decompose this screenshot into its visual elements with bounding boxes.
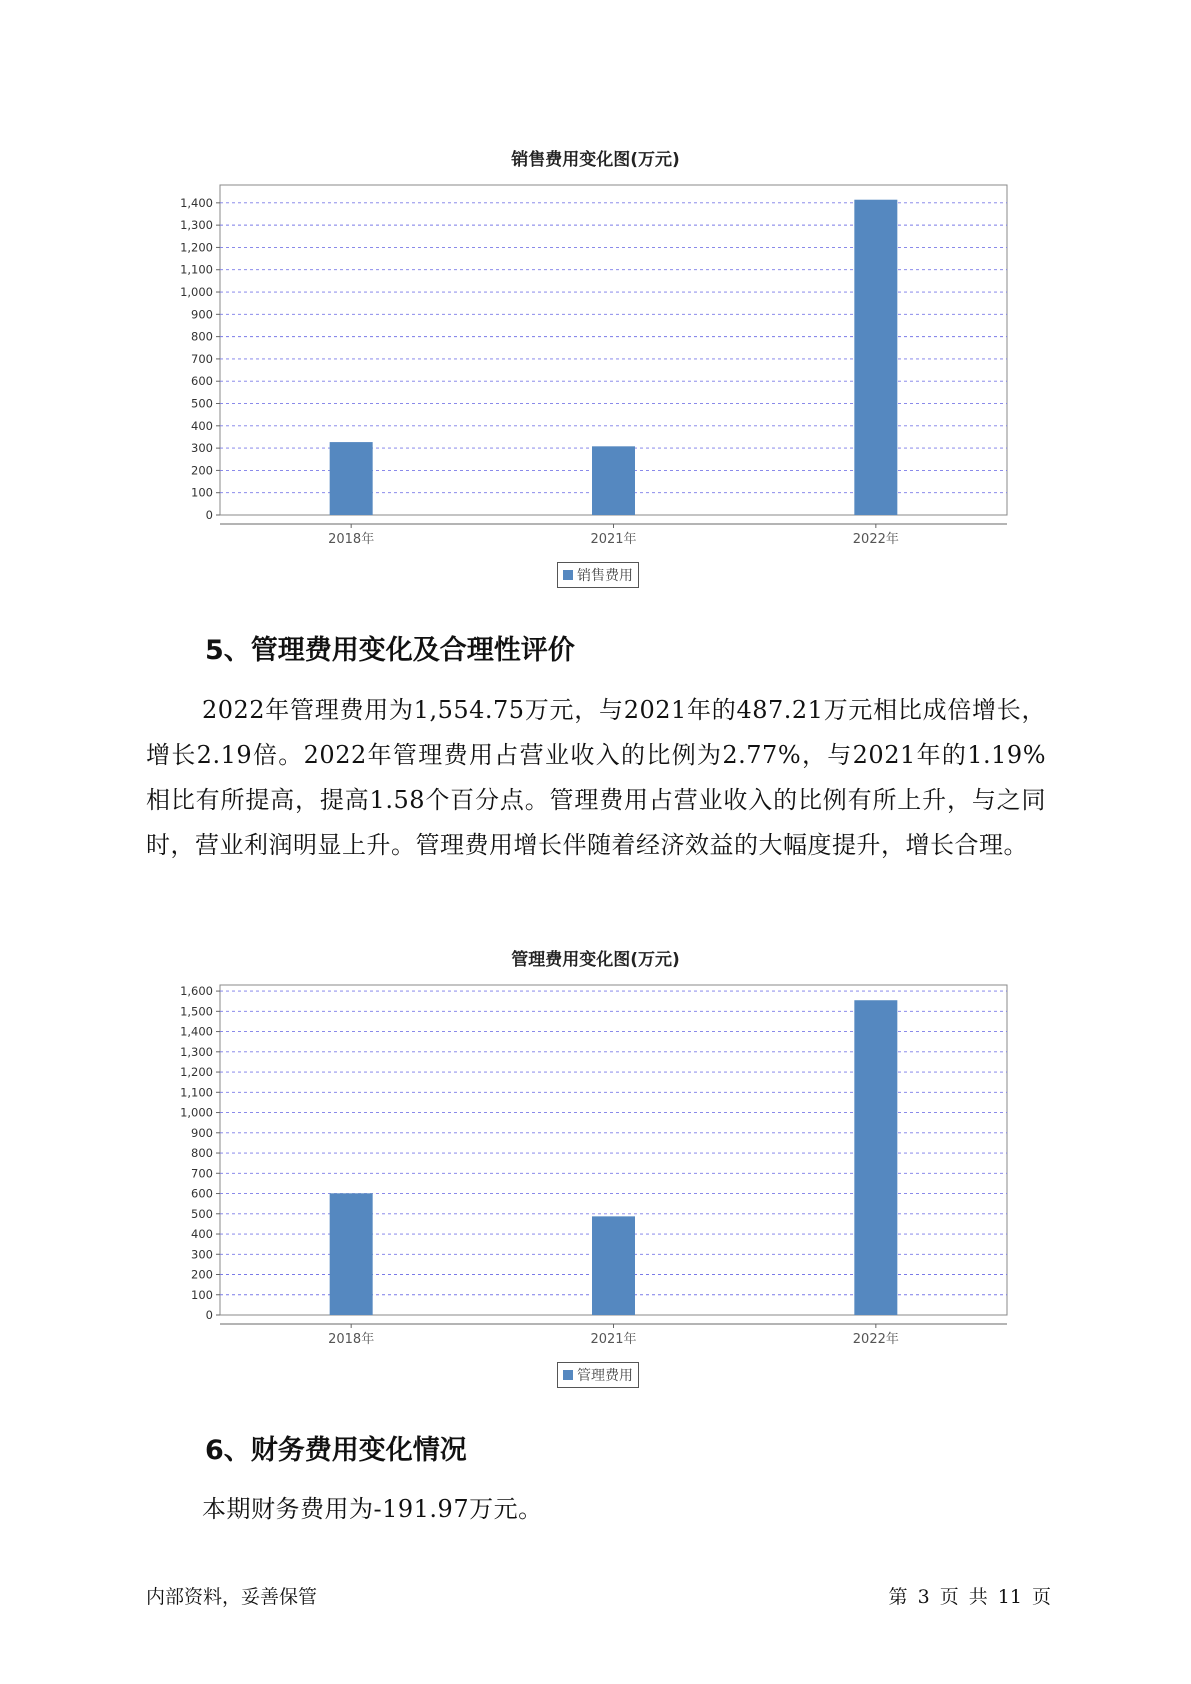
y-tick-label: 1,200 bbox=[180, 240, 213, 255]
y-tick-label: 1,000 bbox=[180, 285, 213, 300]
bar bbox=[592, 446, 635, 515]
x-category-label: 2021年 bbox=[590, 532, 637, 547]
y-tick-label: 1,100 bbox=[180, 262, 213, 277]
bar bbox=[330, 1193, 373, 1315]
y-tick-label: 1,500 bbox=[180, 1004, 213, 1019]
x-category-label: 2018年 bbox=[328, 532, 375, 547]
y-tick-label: 1,000 bbox=[180, 1105, 213, 1120]
section-heading-finance: 6、财务费用变化情况 bbox=[205, 1435, 467, 1466]
y-tick-label: 700 bbox=[191, 351, 213, 366]
y-tick-label: 700 bbox=[191, 1166, 213, 1181]
management-paragraph: 2022年管理费用为1,554.75万元，与2021年的487.21万元相比成倍增长，增长2.19倍。2022年管理费用占营业收入的比例为2.77%，与2021年的1.19%相比有所提高，提高1.58个百分点。管理费用占营业收入的比例有所上升，与之同时，营业利润明显上升。管理费用增长伴随着经济效益的大幅度提升，增长合理。 bbox=[146, 696, 1046, 859]
y-tick-label: 300 bbox=[191, 1247, 213, 1262]
y-tick-label: 0 bbox=[205, 508, 213, 522]
y-tick-label: 1,600 bbox=[180, 984, 213, 999]
x-category-label: 2021年 bbox=[590, 1332, 637, 1347]
y-tick-label: 800 bbox=[191, 1146, 213, 1161]
y-tick-label: 100 bbox=[191, 485, 213, 500]
y-tick-label: 600 bbox=[191, 1186, 213, 1201]
y-tick-label: 600 bbox=[191, 374, 213, 389]
bar bbox=[330, 442, 373, 515]
management-expense-chart bbox=[0, 970, 1191, 1360]
management-chart-title: 管理费用变化图(万元) bbox=[511, 950, 680, 970]
bar bbox=[592, 1216, 635, 1315]
y-tick-label: 900 bbox=[191, 307, 213, 322]
sales-chart-legend bbox=[557, 562, 639, 588]
y-tick-label: 1,300 bbox=[180, 1044, 213, 1059]
x-category-label: 2018年 bbox=[328, 1332, 375, 1347]
bar bbox=[854, 1000, 897, 1315]
y-tick-label: 1,100 bbox=[180, 1085, 213, 1100]
sales-expense-chart bbox=[0, 170, 1191, 560]
legend-swatch bbox=[563, 570, 573, 580]
x-category-label: 2022年 bbox=[852, 532, 899, 547]
y-tick-label: 200 bbox=[191, 463, 213, 478]
y-tick-label: 100 bbox=[191, 1287, 213, 1302]
y-tick-label: 500 bbox=[191, 396, 213, 411]
y-tick-label: 0 bbox=[205, 1308, 213, 1322]
sales-chart-title: 销售费用变化图(万元) bbox=[511, 150, 680, 170]
section-heading-management: 5、管理费用变化及合理性评价 bbox=[205, 635, 575, 666]
management-chart-legend bbox=[557, 1362, 639, 1388]
legend-swatch bbox=[563, 1370, 573, 1380]
y-tick-label: 1,200 bbox=[180, 1065, 213, 1080]
y-tick-label: 400 bbox=[191, 418, 213, 433]
legend-label: 管理费用 bbox=[577, 1368, 633, 1384]
legend-label: 销售费用 bbox=[577, 568, 633, 584]
footer-page-info: 第 3 页 共 11 页 bbox=[888, 1586, 1051, 1608]
bar bbox=[854, 200, 897, 515]
footer-confidential-note: 内部资料，妥善保管 bbox=[146, 1586, 318, 1608]
x-category-label: 2022年 bbox=[852, 1332, 899, 1347]
y-tick-label: 500 bbox=[191, 1206, 213, 1221]
finance-paragraph: 本期财务费用为-191.97万元。 bbox=[202, 1495, 543, 1523]
y-tick-label: 400 bbox=[191, 1227, 213, 1242]
y-tick-label: 200 bbox=[191, 1267, 213, 1282]
y-tick-label: 900 bbox=[191, 1125, 213, 1140]
y-tick-label: 1,400 bbox=[180, 195, 213, 210]
y-tick-label: 1,300 bbox=[180, 218, 213, 233]
y-tick-label: 1,400 bbox=[180, 1024, 213, 1039]
y-tick-label: 800 bbox=[191, 329, 213, 344]
y-tick-label: 300 bbox=[191, 441, 213, 456]
